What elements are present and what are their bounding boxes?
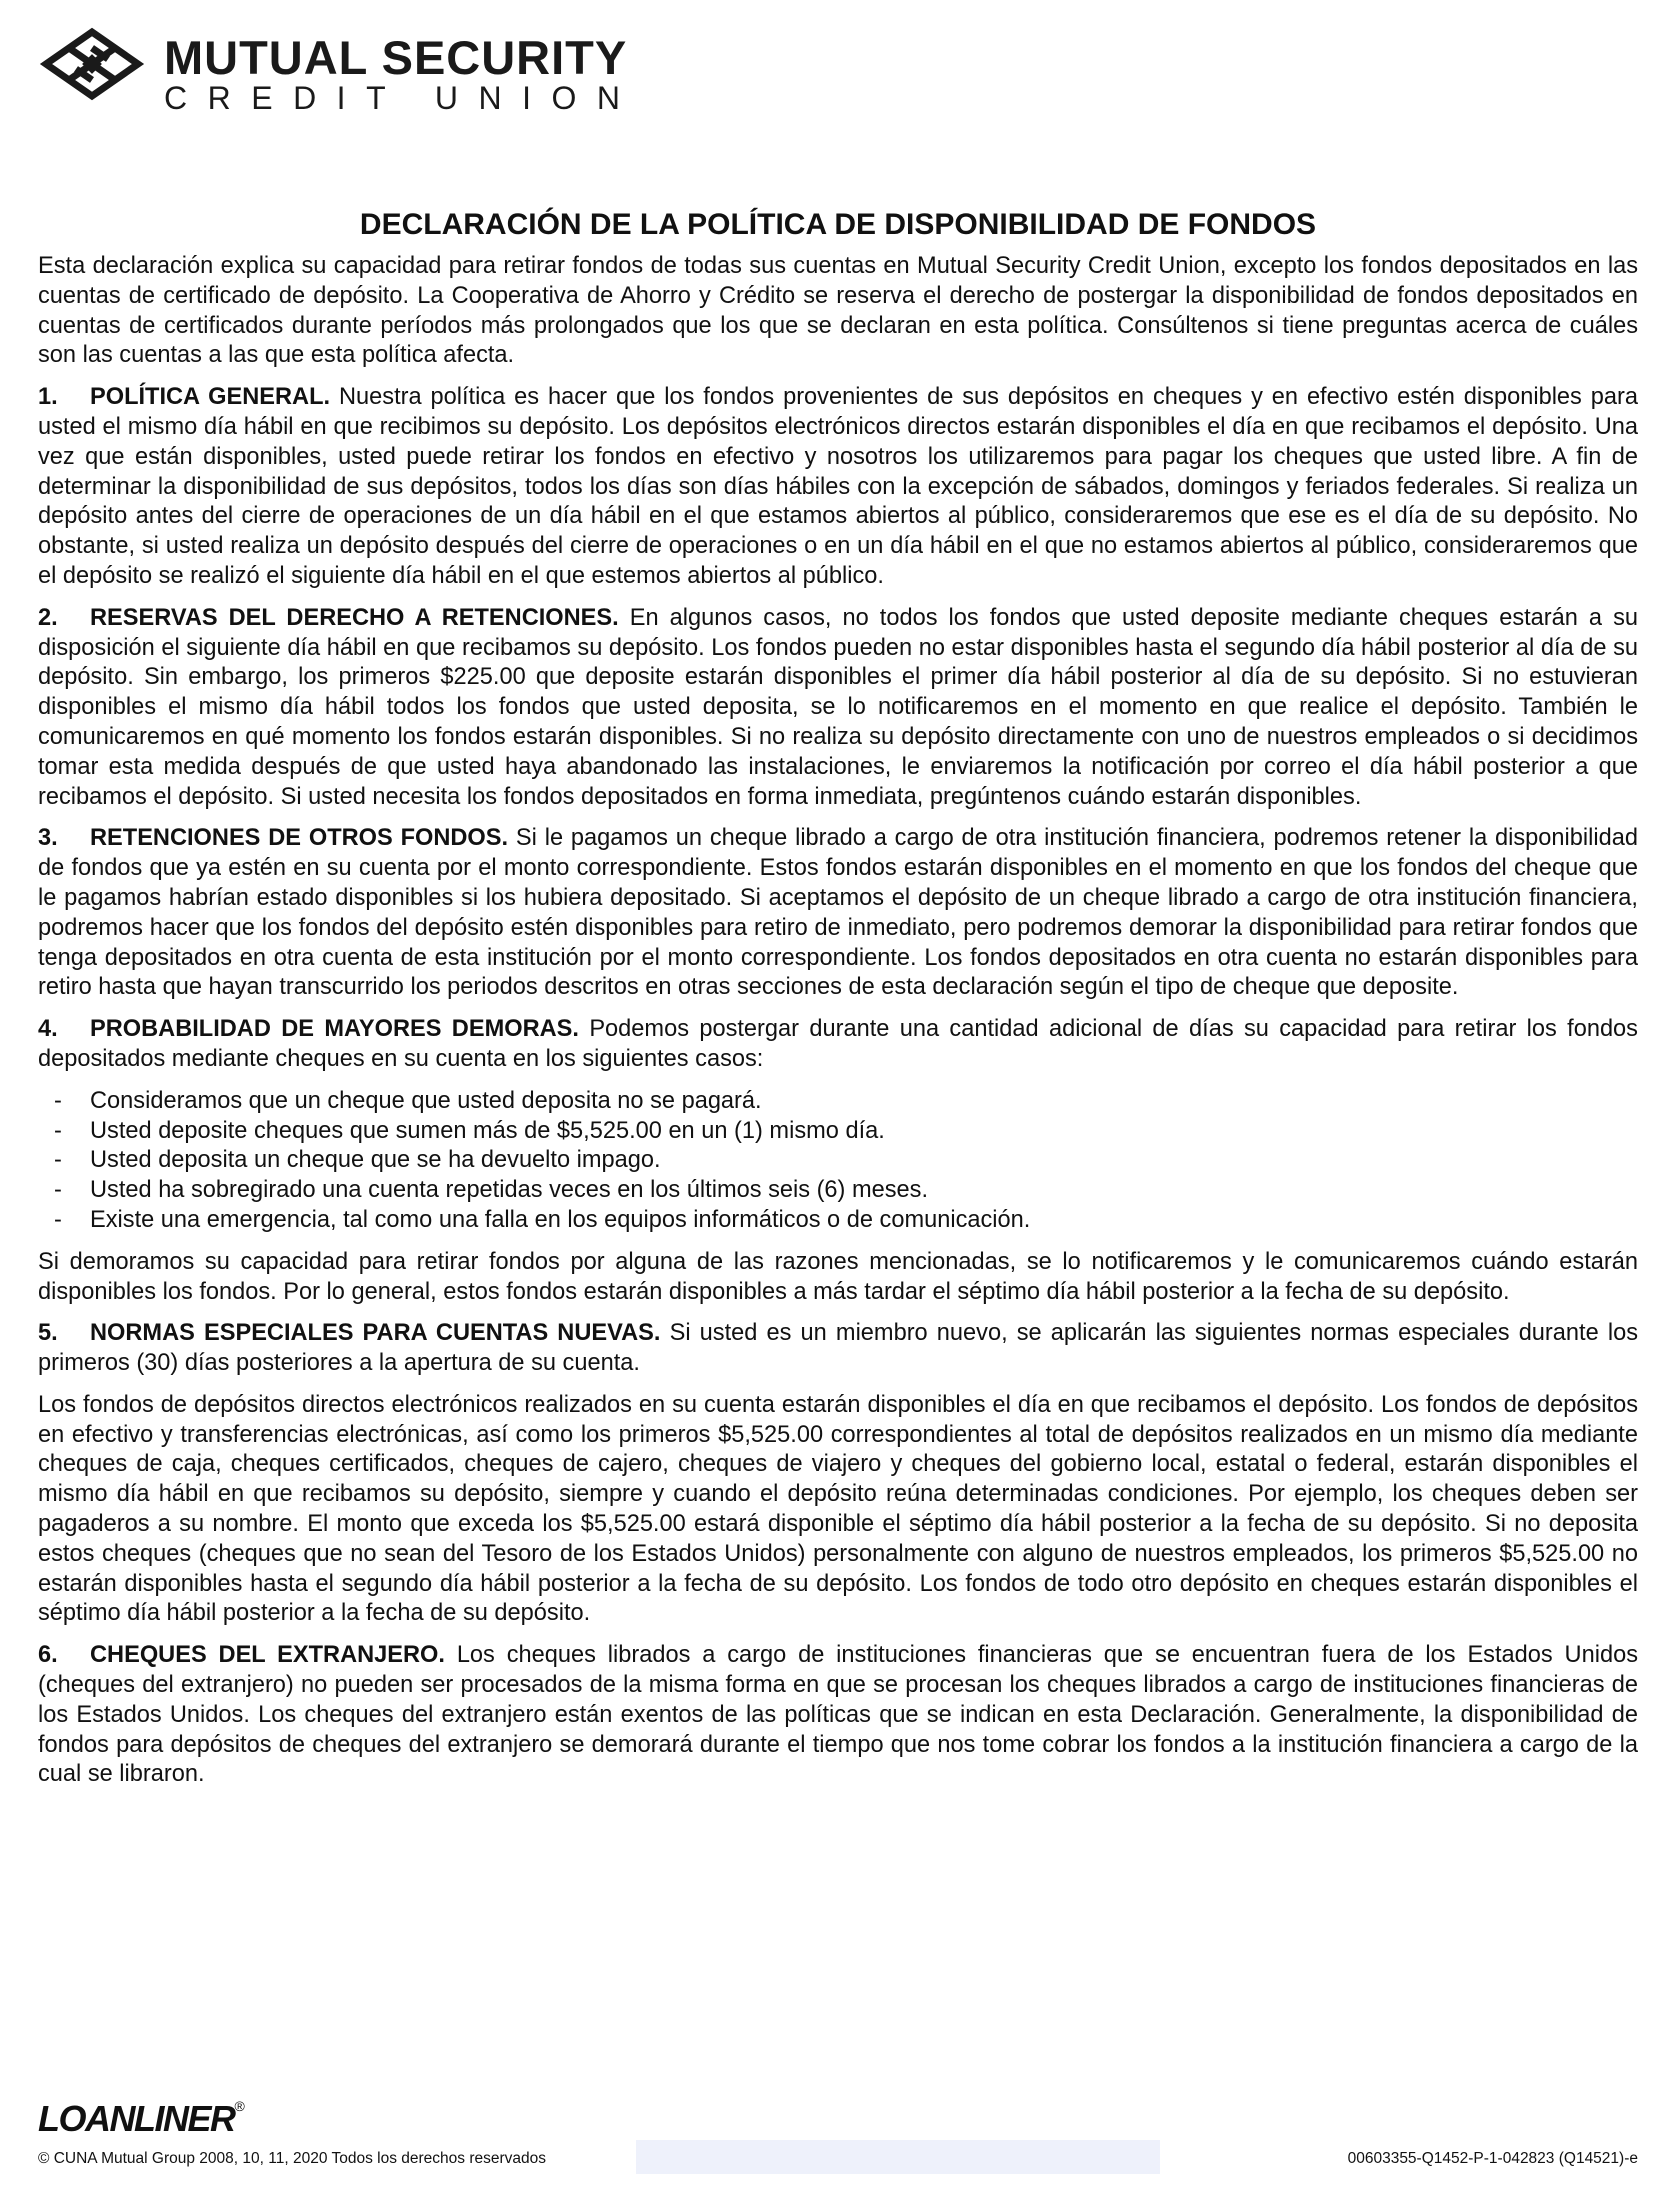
credit-union-logo (38, 26, 641, 116)
section-heading: RETENCIONES DE OTROS FONDOS. (90, 825, 509, 852)
page-title: DECLARACIÓN DE LA POLÍTICA DE DISPONIBILIDAD DE FONDOS (359, 208, 1317, 241)
list-item: - Existe una emergencia, tal como una falla en los equipos informáticos o de comunicación. (54, 1206, 1031, 1233)
copyright-notice: © CUNA Mutual Group 2008, 10, 11, 2020 Todos los derechos reservados (38, 2150, 547, 2167)
registered-mark: ® (234, 2098, 245, 2114)
section-text: Si le pagamos un cheque librado a cargo de otra institución financiera, podremos retener la disponibilidad de fondos que ya estén en su cuenta por el monto correspondiente. Estos fondos estarán disponibles en el momento en que los fondos del cheque que le pagamos habrían estado disponibles si los hubiera depositado. Si aceptamos el depósito de un cheque librado a cargo de otra institución financiera, podremos hacer que los fondos del depósito estén disponibles para retiro de inmediato, pero podremos demorar la disponibilidad para retirar fondos que tenga depositados en otra cuenta de esta institución por el monto correspondiente. Los fondos depositados en otra cuenta no estarán disponibles para retiro hasta que hayan transcurrido los periodos descritos en otras secciones de esta declaración según el tipo de cheque que deposite. (38, 825, 1638, 1001)
section-1 (38, 383, 1638, 592)
section-2 (38, 604, 1638, 813)
section-heading: NORMAS ESPECIALES PARA CUENTAS NUEVAS. (90, 1320, 661, 1347)
section-text: Los cheques librados a cargo de instituciones financieras que se encuentran fuera de los Estados Unidos (cheques del extranjero) no pueden ser procesados de la misma forma en que se procesan los cheques librados a cargo de instituciones financieras de los Estados Unidos. Los cheques del extranjero están exentos de las políticas que se indican en esta Declaración. Generalmente, la disponibilidad de fondos para depósitos de cheques del extranjero se demorará durante el tiempo que nos tome cobrar los fondos a la institución financiera a cargo de la cual se libraron. (38, 1642, 1638, 1788)
section-text: En algunos casos, no todos los fondos que usted deposite mediante cheques estarán a su disposición el siguiente día hábil en que recibamos su depósito. Los fondos pueden no estar disponibles hasta el segundo día hábil posterior al día de su depósito. Sin embargo, los primeros $225.00 que deposite estarán disponibles el primer día hábil posterior al día de su depósito. Si no estuvieran disponibles el mismo día hábil todos los fondos que usted deposita, se lo notificaremos en el momento en que realice el depósito. También le comunicaremos en qué momento los fondos estarán disponibles. Si no realiza su depósito directamente con uno de nuestros empleados o si decidimos tomar esta medida después de que usted haya abandonado las instalaciones, le enviaremos la notificación por correo el día hábil posterior a que recibamos el depósito. Si usted necesita los fondos depositados en forma inmediata, pregúntenos cuándo estarán disponibles. (38, 604, 1638, 810)
section-heading: RESERVAS DEL DERECHO A RETENCIONES. (90, 604, 619, 631)
delay-reasons-list (38, 1087, 1638, 1236)
section-number: 3. (38, 825, 58, 852)
section-5-details: Los fondos de depósitos directos electrónicos realizados en su cuenta estarán disponibles el día en que recibamos el depósito. Los fondos de depósitos en efectivo y transferencias electrónicas, así como los primeros $5,525.00 correspondientes al total de depósitos realizados en un mismo día mediante cheques de caja, cheques certificados, cheques de cajero, cheques de viajero y cheques del gobierno local, estatal o federal, estarán disponibles el mismo día hábil en que recibamos su depósito, siempre y cuando el depósito reúna determinadas condiciones. Por ejemplo, los cheques deben ser pagaderos a su nombre. El monto que exceda los $5,525.00 estará disponible el séptimo día hábil posterior a la fecha de su depósito. Si no deposita estos cheques (cheques que no sean del Tesoro de los Estados Unidos) personalmente con alguno de nuestros empleados, los primeros $5,525.00 no estarán disponibles hasta el segundo día hábil posterior a la fecha de su depósito. Los fondos de todo otro depósito en cheques estarán disponibles el séptimo día hábil posterior a la fecha de su depósito. (38, 1391, 1638, 1627)
section-heading: CHEQUES DEL EXTRANJERO. (90, 1642, 445, 1669)
section-heading: POLÍTICA GENERAL. (90, 384, 331, 411)
diamond-lattice-icon (38, 26, 146, 102)
loanliner-logo: LOANLINER® (38, 2098, 245, 2139)
section-number: 4. (38, 1016, 58, 1043)
section-heading: PROBABILIDAD DE MAYORES DEMORAS. (90, 1016, 579, 1043)
section-4 (38, 1015, 1638, 1075)
section-text: Si usted es un miembro nuevo, se aplicarán las siguientes normas especiales durante los primeros (30) días posteriores a la apertura de su cuenta. (38, 1320, 1638, 1377)
list-item: - Usted deposite cheques que sumen más de $5,525.00 en un (1) mismo día. (54, 1117, 885, 1144)
section-3 (38, 824, 1638, 1003)
section-text: Podemos postergar durante una cantidad adicional de días su capacidad para retirar los fondos depositados mediante cheques en su cuenta en los siguientes casos: (38, 1016, 1638, 1072)
intro-paragraph: Esta declaración explica su capacidad para retirar fondos de todas sus cuentas en Mutual Security Credit Union, excepto los fondos depositados en las cuentas de certificado de depósito. La Cooperativa de Ahorro y Crédito se reserva el derecho de postergar la disponibilidad de fondos depositados en cuentas de certificados durante períodos más prolongados que los que se declaran en esta política. Consúltenos si tiene preguntas acerca de cuáles son las cuentas a las que esta política afecta. (38, 253, 1638, 369)
list-item: - Usted deposita un cheque que se ha devuelto impago. (54, 1147, 661, 1174)
section-5 (38, 1319, 1638, 1379)
section-number: 5. (38, 1320, 58, 1347)
section-number: 1. (38, 384, 58, 411)
logo-name: MUTUAL SECURITY (164, 31, 628, 84)
document-id: 00603355-Q1452-P-1-042823 (Q14521)-e (1347, 2150, 1638, 2167)
footer-form-field[interactable] (636, 2140, 1160, 2174)
section-text: Nuestra política es hacer que los fondos provenientes de sus depósitos en cheques y en efectivo estén disponibles para usted el mismo día hábil en que recibimos su depósito. Los depósitos electrónicos directos estarán disponibles el día en que recibamos el depósito. Una vez que están disponibles, usted puede retirar los fondos en efectivo y nosotros los utilizaremos para pagar los cheques que usted libre. A fin de determinar la disponibilidad de sus depósitos, todos los días son días hábiles con la excepción de sábados, domingos y feriados federales. Si realiza un depósito antes del cierre de operaciones de un día hábil en el que estamos abiertos al público, consideraremos que ese es el día de su depósito. No obstante, si usted realiza un depósito después del cierre de operaciones o en un día hábil en el que no estamos abiertos al público, consideraremos que el depósito se realizó el siguiente día hábil en el que estemos abiertos al público. (38, 384, 1638, 589)
logo-subtitle: CREDIT UNION (164, 80, 641, 116)
list-item: - Consideramos que un cheque que usted deposita no se pagará. (54, 1087, 762, 1114)
policy-document (38, 208, 1638, 1802)
section-6 (38, 1641, 1638, 1790)
list-item: - Usted ha sobregirado una cuenta repetidas veces en los últimos seis (6) meses. (54, 1177, 929, 1204)
section-number: 2. (38, 604, 58, 631)
section-number: 6. (38, 1642, 58, 1669)
section-4-note: Si demoramos su capacidad para retirar fondos por alguna de las razones mencionadas, se lo notificaremos y le comunicaremos cuándo estarán disponibles los fondos. Por lo general, estos fondos estarán disponibles a más tardar el séptimo día hábil posterior a la fecha de su depósito. (38, 1248, 1638, 1305)
